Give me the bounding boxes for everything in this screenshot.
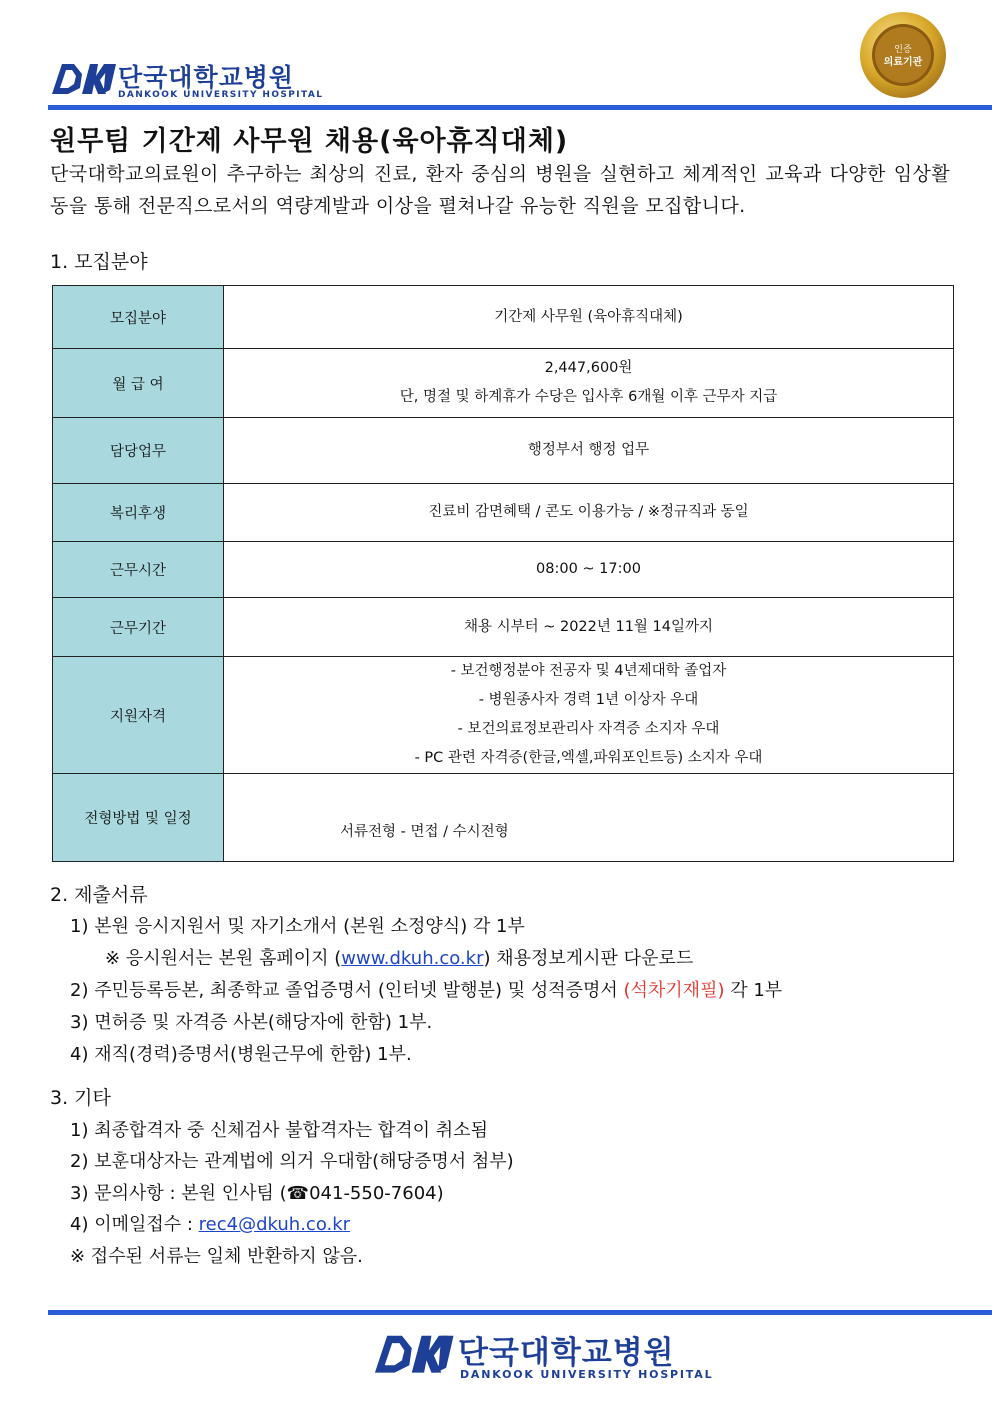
- note-text: ) 채용정보게시판 다운로드: [483, 948, 694, 969]
- table-row: [53, 542, 954, 598]
- row-value: [224, 542, 954, 598]
- section2-item2: [70, 976, 782, 1002]
- recruitment-table: [52, 285, 954, 862]
- row-value-line: - 보건의료정보관리사 자격증 소지자 우대: [457, 721, 720, 737]
- section3-item4: [70, 1210, 350, 1236]
- footer-rule: [48, 1310, 992, 1315]
- email-link[interactable]: rec4@dkuh.co.kr: [198, 1214, 351, 1235]
- row-value-line: - 보건행정분야 전공자 및 4년제대학 졸업자: [450, 663, 727, 679]
- row-label: 모집분야: [53, 286, 224, 349]
- row-value-line: 행정부서 행정 업무: [527, 442, 650, 458]
- row-value: [224, 418, 954, 484]
- section2-item4: 4) 재직(경력)증명서(병원근무에 한함) 1부.: [70, 1044, 412, 1065]
- row-value-line: 기간제 사무원 (육아휴직대체): [494, 308, 683, 325]
- row-value-line: 서류전형 - 면접 / 수시전형: [340, 824, 509, 840]
- section2-item1: 1) 본원 응시지원서 및 자기소개서 (본원 소정양식) 각 1부: [70, 916, 525, 937]
- table-row: [53, 286, 954, 349]
- row-label: 복리후생: [53, 484, 224, 542]
- section3-item1: 1) 최종합격자 중 신체검사 불합격자는 합격이 취소됨: [70, 1120, 488, 1141]
- section3-item2: 2) 보훈대상자는 관계법에 의거 우대함(해당증명서 첨부): [70, 1151, 514, 1172]
- item-text: 2) 주민등록등본, 최종학교 졸업증명서 (인터넷 발행분) 및 성적증명서: [70, 980, 624, 1001]
- seal-text-2: 의료기관: [883, 57, 923, 68]
- intro-paragraph: 단국대학교의료원이 추구하는 최상의 진료, 환자 중심의 병원을 실현하고 체계적인 교육과 다양한 임상활동을 통해 전문직으로서의 역량계발과 이상을 펼쳐나갈 유능한 직원을 모집합니다.: [50, 163, 950, 217]
- header-logo: [48, 60, 324, 106]
- row-value-line: 2,447,600원: [544, 360, 633, 376]
- row-label: 근무시간: [53, 542, 224, 598]
- row-value-line: 진료비 감면혜택 / 콘도 이용가능 / ※정규직과 동일: [428, 504, 749, 520]
- certification-seal-icon: [858, 10, 948, 100]
- logo-english-name: DANKOOK UNIVERSITY HOSPITAL: [460, 1368, 714, 1381]
- section2-item3: 3) 면허증 및 자격증 사본(해당자에 한함) 1부.: [70, 1012, 433, 1033]
- row-label: 근무기간: [53, 598, 224, 657]
- page-title: 원무팀 기간제 사무원 채용(육아휴직대체): [50, 126, 569, 157]
- row-label: 지원자격: [53, 657, 224, 774]
- footer-logo: [370, 1330, 714, 1390]
- row-value: [224, 349, 954, 418]
- table-row: [53, 657, 954, 774]
- seal-text-1: 인증: [894, 45, 912, 55]
- table-row: [53, 418, 954, 484]
- logo-korean-name: 단국대학교병원: [118, 63, 295, 92]
- section1-heading: 1. 모집분야: [50, 251, 148, 273]
- section3-item3: 3) 문의사항 : 본원 인사팀 (☎041-550-7604): [70, 1183, 444, 1204]
- row-value: [224, 286, 954, 349]
- section2-heading: 2. 제출서류: [50, 884, 148, 906]
- row-value: [224, 484, 954, 542]
- row-value-line: - PC 관련 자격증(한글,엑셀,파워포인트등) 소지자 우대: [414, 750, 763, 766]
- dku-logo-icon: [48, 60, 118, 96]
- note-text: ※ 응시원서는 본원 홈페이지 (: [105, 948, 342, 969]
- section3-heading: 3. 기타: [50, 1087, 111, 1109]
- row-label: 담당업무: [53, 418, 224, 484]
- item-text: 4) 이메일접수 :: [70, 1214, 199, 1235]
- table-row: [53, 484, 954, 542]
- row-label: 월 급 여: [53, 349, 224, 418]
- header-rule: [48, 105, 992, 110]
- row-value-line: 08:00 ~ 17:00: [536, 561, 641, 577]
- item-text: 각 1부: [724, 980, 783, 1001]
- section2-note: [105, 944, 693, 970]
- row-value-line: 채용 시부터 ~ 2022년 11월 14일까지: [463, 618, 714, 635]
- row-value: [224, 774, 954, 862]
- dku-logo-icon: [370, 1330, 456, 1376]
- row-value: [224, 598, 954, 657]
- homepage-link[interactable]: www.dkuh.co.kr: [341, 948, 484, 969]
- row-label: 전형방법 및 일정: [53, 774, 224, 862]
- logo-english-name: DANKOOK UNIVERSITY HOSPITAL: [118, 90, 324, 100]
- row-value-line: - 병원종사자 경력 1년 이상자 우대: [478, 692, 699, 708]
- emphasis-text: (석차기재필): [623, 980, 725, 1001]
- table-row: [53, 598, 954, 657]
- table-row: [53, 349, 954, 418]
- logo-korean-name: 단국대학교병원: [458, 1335, 675, 1371]
- section3-note: ※ 접수된 서류는 일체 반환하지 않음.: [70, 1246, 363, 1267]
- row-value-line: 단, 명절 및 하계휴가 수당은 입사후 6개월 이후 근무자 지급: [399, 389, 778, 405]
- table-row: [53, 774, 954, 862]
- row-value: [224, 657, 954, 774]
